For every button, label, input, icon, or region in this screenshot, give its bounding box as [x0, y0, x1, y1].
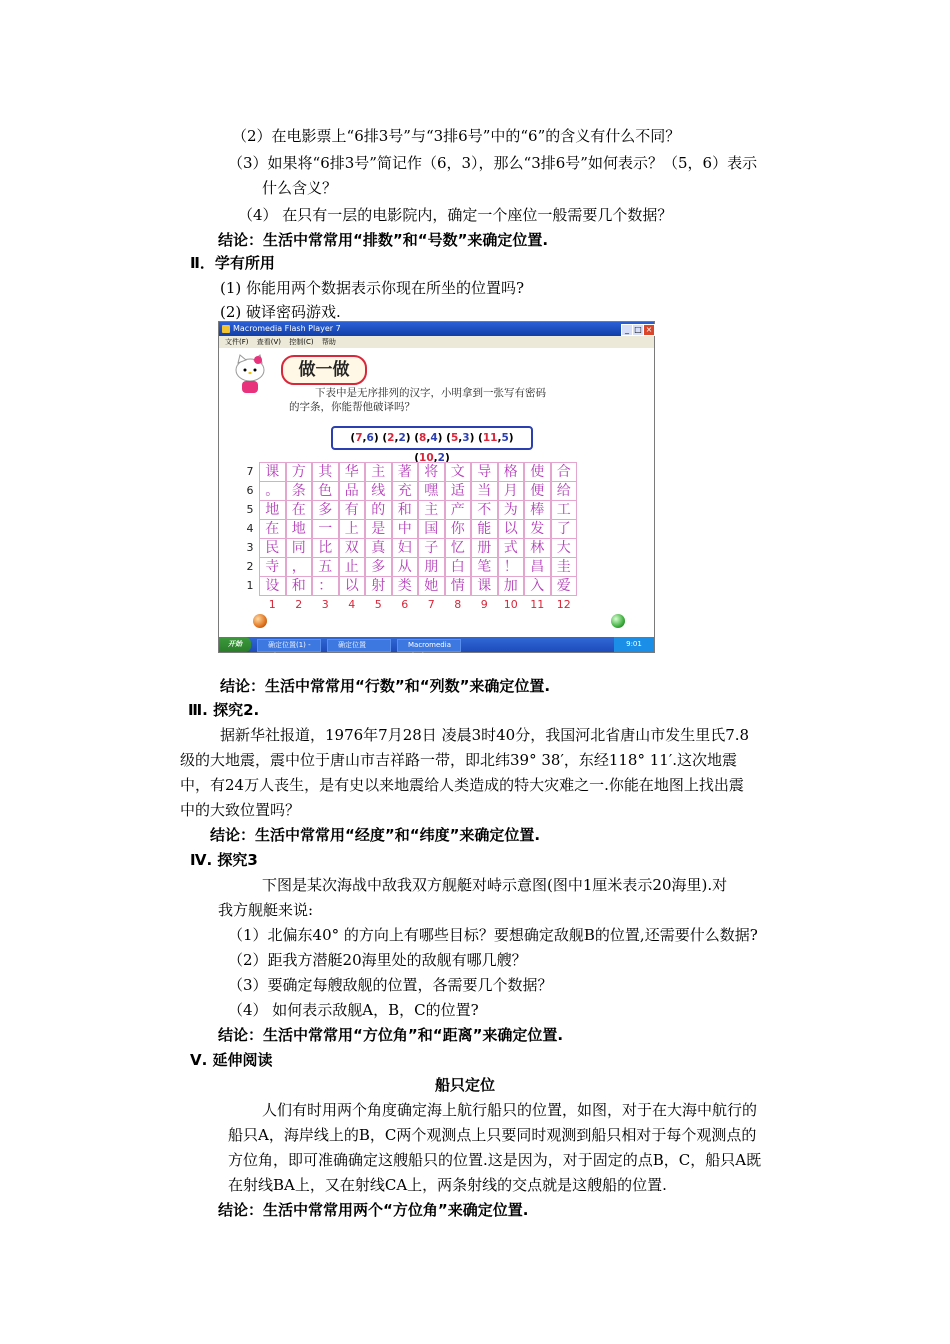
question-2: （2）在电影票上“6排3号”与“3排6号”中的“6”的含义有什么不同？	[232, 127, 681, 145]
grid-cell: 条	[286, 481, 313, 501]
grid-cell: 朋	[418, 557, 445, 577]
paragraph-4-question-2: （2）距我方潜艇20海里处的敌舰有哪几艘？	[228, 951, 527, 969]
grid-cell: 真	[365, 538, 392, 558]
grid-cell: 地	[259, 500, 286, 520]
section-heading-3: Ⅲ. 探究2.	[188, 701, 260, 719]
grid-column-label: 1	[268, 598, 276, 611]
grid-cell: 一	[312, 519, 339, 539]
grid-cell: 主	[418, 500, 445, 520]
cipher-row: 5	[501, 432, 509, 444]
cipher-column: 7	[355, 432, 363, 444]
grid-cell: 她	[418, 576, 445, 596]
question-3-line-1: （3）如果将“6排3号”简记作（6，3），那么“3排6号”如何表示？（5，6）表示	[228, 154, 758, 172]
puzzle-description-line-1: 下表中是无序排列的汉字，小明拿到一张写有密码	[315, 387, 546, 399]
sub-item-1: (1) 你能用两个数据表示你现在所坐的位置吗?	[220, 279, 525, 297]
puzzle-description-line-2: 的字条，你能帮他破译吗？	[289, 401, 415, 413]
grid-cell: ，	[286, 557, 313, 577]
orange-orb-icon[interactable]	[253, 614, 267, 628]
grid-cell: 课	[259, 462, 286, 482]
grid-cell: 华	[339, 462, 366, 482]
paragraph-3-line-4: 中的大致位置吗？	[180, 801, 301, 819]
grid-cell: 忆	[445, 538, 472, 558]
cipher-pair: (10,2)	[414, 452, 450, 464]
menu-item-view[interactable]: 查看(V)	[256, 338, 281, 346]
grid-row-label: 1	[246, 579, 254, 592]
grid-cell: 笔	[471, 557, 498, 577]
paragraph-4-question-1: （1）北偏东40° 的方向上有哪些目标？要想确定敌舰B的位置,还需要什么数据?	[228, 926, 758, 944]
cipher-row: 4	[430, 432, 438, 444]
grid-column-label: 7	[427, 598, 435, 611]
cipher-row: 2	[437, 452, 445, 464]
cipher-code-box	[331, 426, 533, 464]
paragraph-5-line-3: 方位角，即可准确确定这艘船只的位置.这是因为，对于固定的点B，C，船只A既	[228, 1151, 762, 1169]
grid-column-label: 5	[374, 598, 382, 611]
grid-row-label: 7	[246, 465, 254, 478]
paragraph-4-question-3: （3）要确定每艘敌舰的位置，各需要几个数据？	[228, 976, 553, 994]
grid-cell: 中	[392, 519, 419, 539]
grid-cell: 林	[524, 538, 551, 558]
section-heading-2: Ⅱ．学有所用	[190, 254, 275, 272]
grid-cell: 和	[392, 500, 419, 520]
minimize-button[interactable]: _	[621, 324, 633, 336]
reading-title: 船只定位	[434, 1076, 495, 1094]
cipher-column: 2	[387, 432, 395, 444]
grid-cell: 止	[339, 557, 366, 577]
paragraph-5-line-1: 人们有时用两个角度确定海上航行船只的位置，如图，对于在大海中航行的	[262, 1101, 758, 1119]
grid-cell: 的	[365, 500, 392, 520]
grid-cell: 民	[259, 538, 286, 558]
grid-cell: 和	[286, 576, 313, 596]
grid-cell: 国	[418, 519, 445, 539]
grid-cell: 同	[286, 538, 313, 558]
grid-cell: 为	[498, 500, 525, 520]
taskbar-item-3[interactable]: Macromedia Flash...	[397, 639, 461, 652]
grid-cell: 上	[339, 519, 366, 539]
start-button[interactable]: 开始	[219, 637, 251, 652]
paragraph-3-line-1: 据新华社报道，1976年7月28日 凌晨3时40分，我国河北省唐山市发生里氏7.8	[220, 726, 750, 744]
grid-cell: 其	[312, 462, 339, 482]
grid-cell: 圭	[551, 557, 578, 577]
window-title: Macromedia Flash Player 7	[233, 324, 341, 333]
grid-cell: 了	[551, 519, 578, 539]
grid-column-label: 2	[295, 598, 303, 611]
grid-cell: 充	[392, 481, 419, 501]
grid-cell: 不	[471, 500, 498, 520]
grid-cell: 大	[551, 538, 578, 558]
paragraph-4-line-1: 下图是某次海战中敌我双方舰艇对峙示意图(图中1厘米表示20海里).对	[262, 876, 728, 894]
grid-cell: 文	[445, 462, 472, 482]
conclusion-4: 结论：生活中常常用“方位角”和“距离”来确定位置.	[218, 1026, 564, 1044]
grid-cell: 从	[392, 557, 419, 577]
taskbar-item-2[interactable]: 确定位置	[327, 639, 391, 652]
menu-bar	[219, 336, 654, 348]
grid-cell: 寺	[259, 557, 286, 577]
maximize-button[interactable]: □	[632, 324, 644, 336]
cipher-row: 2	[398, 432, 406, 444]
grid-cell: 适	[445, 481, 472, 501]
grid-cell: 妇	[392, 538, 419, 558]
cipher-pair: (7,6)	[350, 432, 379, 444]
grid-cell: 能	[471, 519, 498, 539]
conclusion-5: 结论：生活中常常用两个“方位角”来确定位置.	[218, 1201, 529, 1219]
grid-cell: 导	[471, 462, 498, 482]
grid-cell: 式	[498, 538, 525, 558]
paragraph-4-question-4: （4） 如何表示敌舰A，B，C的位置?	[228, 1001, 479, 1019]
grid-cell: 白	[445, 557, 472, 577]
grid-cell: 入	[524, 576, 551, 596]
section-heading-4: Ⅳ. 探究3	[190, 851, 258, 869]
grid-cell: 射	[365, 576, 392, 596]
grid-cell: 类	[392, 576, 419, 596]
grid-row-label: 4	[246, 522, 254, 535]
cipher-row: 6	[366, 432, 374, 444]
grid-cell: 以	[498, 519, 525, 539]
grid-cell: ：	[312, 576, 339, 596]
grid-cell: 在	[259, 519, 286, 539]
flash-app-icon	[222, 325, 230, 333]
hello-kitty-icon	[233, 354, 267, 394]
question-4: （4） 在只有一层的电影院内，确定一个座位一般需要几个数据？	[238, 206, 673, 224]
window-titlebar	[219, 322, 654, 336]
grid-cell: 你	[445, 519, 472, 539]
grid-cell: 色	[312, 481, 339, 501]
grid-cell: 以	[339, 576, 366, 596]
cipher-column: 8	[419, 432, 427, 444]
grid-cell: 地	[286, 519, 313, 539]
grid-cell: 在	[286, 500, 313, 520]
menu-item-file[interactable]: 文件(F)	[225, 338, 249, 346]
grid-cell: 册	[471, 538, 498, 558]
grid-cell: 子	[418, 538, 445, 558]
grid-cell: 当	[471, 481, 498, 501]
paragraph-5-line-2: 船只A，海岸线上的B，C两个观测点上只要同时观测到船只相对于每个观测点的	[228, 1126, 757, 1144]
grid-cell: 工	[551, 500, 578, 520]
grid-cell: 方	[286, 462, 313, 482]
paragraph-4-line-2: 我方舰艇来说:	[218, 901, 314, 919]
question-3-line-2: 什么含义？	[262, 179, 338, 197]
grid-cell: 是	[365, 519, 392, 539]
grid-column-label: 12	[556, 598, 571, 611]
paragraph-3-line-2: 级的大地震，震中位于唐山市吉祥路一带，即北纬39° 38′，东经118° 11′.这次地震	[180, 751, 738, 769]
grid-cell: 课	[471, 576, 498, 596]
grid-cell: 情	[445, 576, 472, 596]
grid-row-label: 2	[246, 560, 254, 573]
cipher-column: 11	[482, 432, 498, 444]
grid-column-label: 8	[454, 598, 462, 611]
grid-cell: 将	[418, 462, 445, 482]
grid-cell: 昌	[524, 557, 551, 577]
grid-cell: 使	[524, 462, 551, 482]
activity-banner: 做一做	[281, 355, 367, 385]
grid-cell: 发	[524, 519, 551, 539]
system-tray-clock: 9:01	[614, 637, 654, 652]
grid-cell: 著	[392, 462, 419, 482]
close-button[interactable]: ×	[643, 324, 655, 336]
grid-column-label: 11	[530, 598, 545, 611]
paragraph-5-line-4: 在射线BA上，又在射线CA上，两条射线的交点就是这艘船的位置.	[228, 1176, 667, 1194]
grid-cell: 五	[312, 557, 339, 577]
conclusion-2: 结论：生活中常常用“行数”和“列数”来确定位置.	[220, 677, 551, 695]
grid-cell: 便	[524, 481, 551, 501]
grid-cell: 有	[339, 500, 366, 520]
taskbar	[219, 637, 654, 660]
grid-column-label: 6	[401, 598, 409, 611]
grid-row-label: 3	[246, 541, 254, 554]
grid-cell: 产	[445, 500, 472, 520]
grid-cell: 加	[498, 576, 525, 596]
grid-cell: 给	[551, 481, 578, 501]
section-heading-5: Ⅴ. 延伸阅读	[190, 1051, 273, 1069]
grid-cell: 月	[498, 481, 525, 501]
grid-column-label: 9	[480, 598, 488, 611]
grid-cell: 。	[259, 481, 286, 501]
grid-cell: ！	[498, 557, 525, 577]
sub-item-2: (2) 破译密码游戏.	[220, 303, 341, 321]
green-orb-icon[interactable]	[611, 614, 625, 628]
paragraph-3-line-3: 中，有24万人丧生，是有史以来地震给人类造成的特大灾难之一.你能在地图上找出震	[180, 776, 744, 794]
grid-cell: 多	[365, 557, 392, 577]
grid-cell: 主	[365, 462, 392, 482]
cipher-row: 3	[462, 432, 470, 444]
conclusion-3: 结论：生活中常常用“经度”和“纬度”来确定位置.	[210, 826, 541, 844]
grid-cell: 格	[498, 462, 525, 482]
grid-cell: 比	[312, 538, 339, 558]
cipher-column: 5	[450, 432, 459, 444]
grid-cell: 线	[365, 481, 392, 501]
grid-column-label: 10	[503, 598, 518, 611]
cipher-pair: (2,2)	[382, 432, 411, 444]
cipher-pair: (5,3)	[446, 432, 475, 444]
flash-player-screenshot	[218, 321, 655, 660]
grid-column-label: 3	[321, 598, 329, 611]
grid-cell: 爱	[551, 576, 578, 596]
grid-cell: 合	[551, 462, 578, 482]
grid-cell: 品	[339, 481, 366, 501]
grid-cell: 棒	[524, 500, 551, 520]
menu-item-help[interactable]: 帮助	[321, 338, 336, 346]
menu-item-control[interactable]: 控制(C)	[289, 338, 314, 346]
grid-row-label: 5	[246, 503, 254, 516]
cipher-pair: (8,4)	[414, 432, 443, 444]
cipher-column: 10	[419, 452, 434, 464]
grid-cell: 嘿	[418, 481, 445, 501]
grid-cell: 双	[339, 538, 366, 558]
grid-column-label: 4	[348, 598, 356, 611]
cipher-pair: (11,5)	[478, 432, 514, 444]
grid-cell: 设	[259, 576, 286, 596]
grid-cell: 多	[312, 500, 339, 520]
conclusion-1: 结论：生活中常常用“排数”和“号数”来确定位置.	[218, 231, 549, 249]
grid-row-label: 6	[246, 484, 254, 497]
taskbar-item-1[interactable]: 确定位置(1) - Mi...	[257, 639, 321, 652]
